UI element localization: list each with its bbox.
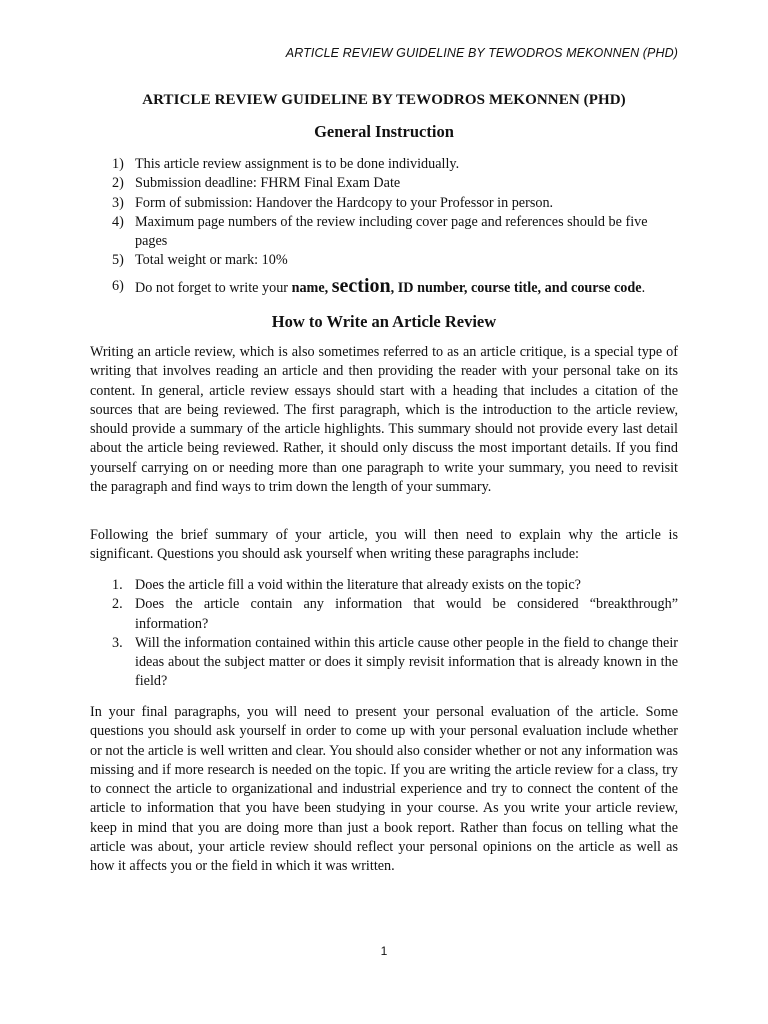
running-header: ARTICLE REVIEW GUIDELINE BY TEWODROS MEKONNEN (PHD): [285, 46, 678, 60]
page-number: 1: [380, 944, 388, 958]
instruction-text: Submission deadline: FHRM Final Exam Date: [135, 175, 401, 192]
paragraph-evaluation: In your final paragraphs, you will need to present your personal evaluation of the article. Some questions you should ask yourself in order to come up with your personal evaluation include whether or not the article is well written and clear. You should also consider whether or not any information was missing and if more research is needed on the topic. If you are writing the article review for a class, try to connect the article to organizational and industrial experience and try to connect the content of the article to information that you have been studying in your course. As you write your article review, keep in mind that you are doing more than just a book report. Rather than focus on telling what the article was about, your article review should reflect your personal opinions on the article as well as how it affects you or the field in which it was written.: [90, 704, 678, 875]
instruction-number: 3): [112, 194, 124, 211]
instruction-item: [92, 194, 682, 213]
instruction-text: [135, 275, 682, 299]
how-to-heading: How to Write an Article Review: [271, 312, 497, 331]
question-number: 3.: [112, 634, 123, 651]
question-item: [92, 576, 678, 595]
question-item: [92, 595, 678, 634]
instruction-item: [92, 213, 682, 252]
instruction-list: [92, 155, 682, 299]
instruction-item: [92, 275, 682, 299]
instruction-item: [92, 174, 682, 193]
question-list: [92, 576, 678, 692]
instruction-number: 5): [112, 252, 124, 269]
instruction-suffix: .: [641, 279, 646, 296]
instruction-number: 4): [112, 213, 124, 230]
question-text: Will the information contained within this article cause other people in the field to change their ideas about the subject matter or does it simply revisit information that is already known in the field?: [135, 634, 678, 690]
paragraph-significance: Following the brief summary of your article, you will then need to explain why the article is significant. Questions you should ask yourself when writing these paragraphs include:: [90, 527, 678, 563]
instruction-text: Total weight or mark: 10%: [135, 252, 288, 269]
instruction-text: Form of submission: Handover the Hardcopy to your Professor in person.: [135, 194, 554, 211]
question-text: Does the article contain any information that would be considered “breakthrough” information?: [135, 596, 678, 632]
instruction-item: [92, 155, 682, 174]
instruction-item: [92, 251, 682, 270]
bold-section-text: section: [331, 274, 391, 297]
question-text: Does the article fill a void within the literature that already exists on the topic?: [135, 577, 581, 593]
question-item: [92, 634, 678, 692]
question-number: 2.: [112, 596, 123, 613]
document-title: ARTICLE REVIEW GUIDELINE BY TEWODROS MEKONNEN (PHD): [142, 92, 626, 108]
instruction-number: 6): [112, 277, 124, 294]
bold-name-text: name,: [291, 279, 332, 296]
instruction-prefix: Do not forget to write your: [135, 279, 292, 296]
question-number: 1.: [112, 577, 123, 593]
instruction-number: 1): [112, 156, 124, 172]
paragraph-intro: Writing an article review, which is also sometimes referred to as an article critique, is a special type of writing that involves reading an article and then providing the reader with your personal take on its content. In general, article review essays should start with a heading that includes a citation of the sources that are being reviewed. The first paragraph, which is the introduction to the article review, should provide a summary of the article highlights. This summary should not provide every last detail about the article being reviewed. Rather, it should only discuss the most important details. If you find yourself carrying on or needing more than one paragraph to write your summary, you need to revisit the paragraph and find ways to trim down the length of your summary.: [90, 344, 678, 496]
general-instruction-heading: General Instruction: [314, 122, 454, 141]
instruction-number: 2): [112, 175, 124, 192]
instruction-text: This article review assignment is to be done individually.: [135, 156, 460, 172]
bold-rest-text: , ID number, course title, and course code: [390, 279, 642, 296]
instruction-text: Maximum page numbers of the review including cover page and references should be five pages: [135, 213, 648, 250]
